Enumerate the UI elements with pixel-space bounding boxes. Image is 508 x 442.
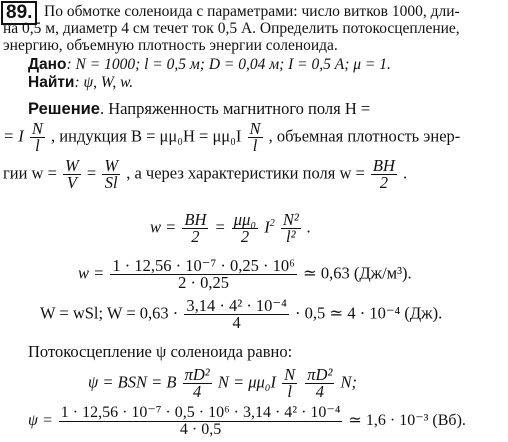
denominator: 2 [379,173,389,192]
eq3-lhs: W = wSl; W = 0,63 · [40,303,179,323]
numerator: BH [372,156,395,175]
equation-energy [40,298,442,331]
fraction-bh-over-2 [371,158,397,191]
equation-energy-density-value [78,258,412,291]
numerator: BH [184,210,207,229]
denominator: V [66,173,77,192]
denominator: l [252,136,258,155]
denominator: 4 [315,382,324,401]
find-values: : ψ, W, w. [74,74,134,91]
eq2-lhs: w = [78,263,105,283]
given-values: : N = 1000; l = 0,5 м; D = 0,04 м; I = 0,5 А; μ = 1. [66,56,391,73]
numerator: N [284,365,296,384]
fraction-pi-d2-over-4-2 [305,367,334,400]
flux-linkage-text: Потокосцепление ψ соленоида равно: [28,342,293,361]
denominator: l [35,136,40,155]
solution-line-2 [3,121,460,154]
denominator: l [287,382,292,401]
eq4-lhs: ψ = BSN = B [88,372,177,392]
density-text: , объемная плотность энер- [268,126,461,146]
eq5-result: ≃ 1,6 · 10⁻³ (Вб). [348,412,466,430]
fraction-mu-over-2 [232,212,258,245]
fraction-n-over-l-2 [248,121,263,154]
numerator: πD² [184,365,210,384]
fraction-bh-over-2 [182,212,208,245]
numerator: W [104,156,119,175]
problem-number: 89. [1,1,37,25]
problem-text-line-3: энергию, объемную плотность энергии соленоида. [3,37,338,54]
eq4-end: N; [340,372,358,392]
fraction-n2-over-l2 [281,212,301,245]
denominator: 2 [191,227,200,246]
given-label: Дано [28,56,67,73]
denominator: 4 [193,382,202,401]
solution-text-1: . Напряженность магнитного поля H = [100,99,371,118]
denominator: 2 [240,227,250,246]
period: . [306,217,312,237]
problem-text-line-2: на 0,5 м, диаметр 4 см течет ток 0,5 А. Определить потокосцепление, [3,20,460,37]
denominator: 2 · 0,25 [178,273,230,292]
equation-flux [88,367,357,400]
numerator: 3,14 · 4² · 10⁻⁴ [186,296,287,315]
eq4-middle: N = μμ₀I [217,372,277,392]
eq-h-start: = I [3,126,24,146]
solution-line-3 [3,158,407,191]
denominator: 4 · 0,5 [179,421,222,438]
equals: = [86,163,97,183]
equation-energy-density: w = $\frac{BH}{2}$ = $\frac{\text{μμ₀}}{2}$ $I^2$ $\frac{\text{N²}}{\text{l²}}$ . [150,210,312,246]
numerator: 1 · 12,56 · 10⁻⁷ · 0,5 · 10⁶ · 3,14 · 4² · 10⁻⁴ [60,404,341,421]
denominator: l² [286,227,296,246]
fraction-eq5 [59,405,343,438]
period: . [403,163,408,183]
problem-text-line-1: По обмотке соленоида с параметрами: число витков 1000, дли- [44,3,460,20]
denominator: Sl [104,173,118,192]
find-label: Найти [28,74,75,91]
fraction-n-over-l [30,121,45,154]
solution-line-1 [28,100,370,118]
numerator: W [65,156,79,175]
find-line [28,74,133,91]
fraction-w-over-sl [102,158,120,191]
given-line [28,56,391,73]
denominator: 4 [232,313,241,332]
numerator: πD² [307,365,333,384]
fraction-n-over-l [282,367,297,400]
eq3-result: · 0,5 ≃ 4 · 10⁻⁴ (Дж). [295,303,443,323]
equation-flux-value [28,405,466,438]
solution-label: Решение [28,100,100,118]
energy-text: гии w = [3,163,57,183]
fraction-w-over-v [63,158,81,191]
eq1-lhs: w = [150,217,177,237]
induction-text: , индукция B = μμ₀H = μμ₀I [51,126,242,146]
numerator: N [249,119,261,138]
numerator: N² [282,210,299,229]
fraction-eq3 [184,298,289,331]
fraction-eq2 [110,258,296,291]
field-text: , а через характеристики поля w = [126,163,365,183]
equals: = [214,217,226,237]
eq2-result: ≃ 0,63 (Дж/м³). [302,263,412,283]
numerator: 1 · 12,56 · 10⁻⁷ · 0,25 · 10⁶ [112,256,295,275]
current-symbol: I [264,217,270,237]
fraction-pi-d2-over-4 [183,367,212,400]
numerator: μμ₀ [233,210,257,229]
eq5-lhs: ψ = [28,412,53,430]
numerator: N [31,119,43,138]
